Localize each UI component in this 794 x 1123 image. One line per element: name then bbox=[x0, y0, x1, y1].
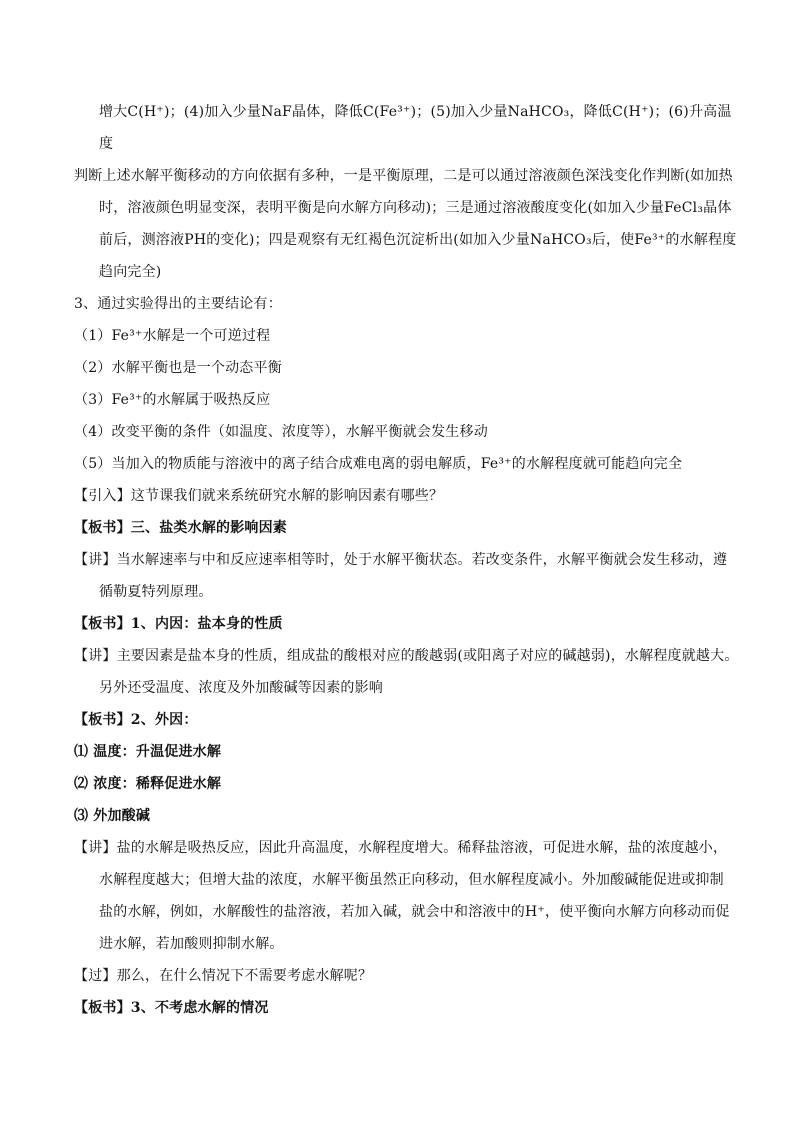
heading-line: 【板书】2、外因： bbox=[74, 712, 198, 728]
heading-line: 【板书】3、不考虑水解的情况 bbox=[74, 1000, 269, 1016]
text-line: （3）Fe³⁺的水解属于吸热反应 bbox=[74, 392, 271, 408]
text-line: （2）水解平衡也是一个动态平衡 bbox=[74, 360, 282, 376]
text-line: 判断上述水解平衡移动的方向依据有多种，一是平衡原理，二是可以通过溶液颜色深浅变化作判断(如加热 bbox=[74, 168, 733, 184]
heading-line: ⑶ 外加酸碱 bbox=[74, 808, 151, 824]
text-line: 【讲】主要因素是盐本身的性质，组成盐的酸根对应的酸越弱(或阳离子对应的碱越弱)，水解程度就越大。 bbox=[74, 648, 739, 664]
heading-line: ⑵ 浓度：稀释促进水解 bbox=[74, 776, 222, 792]
text-line: 趋向完全) bbox=[99, 264, 162, 280]
text-line: 前后，测溶液PH的变化)；四是观察有无红褐色沉淀析出(如加入少量NaHCO₃后，使Fe³⁺的水解程度 bbox=[99, 232, 737, 248]
text-line: （4）改变平衡的条件（如温度、浓度等），水解平衡就会发生移动 bbox=[74, 424, 488, 440]
heading-line: 【板书】三、盐类水解的影响因素 bbox=[74, 520, 287, 536]
text-line: （5）当加入的物质能与溶液中的离子结合成难电离的弱电解质，Fe³⁺的水解程度就可能趋向完全 bbox=[74, 456, 683, 472]
text-line: 3、通过实验得出的主要结论有： bbox=[74, 296, 282, 312]
text-line: 增大C(H⁺)；(4)加入少量NaF晶体，降低C(Fe³⁺)；(5)加入少量NaHCO₃，降低C(H⁺)；(6)升高温 bbox=[99, 104, 732, 120]
text-line: 盐的水解，例如，水解酸性的盐溶液，若加入碱，就会中和溶液中的H⁺，使平衡向水解方向移动而促 bbox=[99, 904, 730, 920]
text-line: 【引入】这节课我们就来系统研究水解的影响因素有哪些？ bbox=[74, 488, 444, 504]
text-line: 另外还受温度、浓度及外加酸碱等因素的影响 bbox=[99, 680, 383, 696]
heading-line: 【板书】1、内因：盐本身的性质 bbox=[74, 616, 283, 632]
text-line: 水解程度越大；但增大盐的浓度，水解平衡虽然正向移动，但水解程度减小。外加酸碱能促进或抑制 bbox=[99, 872, 724, 888]
text-line: 【讲】当水解速率与中和反应速率相等时，处于水解平衡状态。若改变条件，水解平衡就会发生移动，遵 bbox=[74, 552, 728, 568]
text-line: 【过】那么，在什么情况下不需要考虑水解呢？ bbox=[74, 968, 373, 984]
text-line: （1）Fe³⁺水解是一个可逆过程 bbox=[74, 328, 271, 344]
heading-line: ⑴ 温度：升温促进水解 bbox=[74, 744, 222, 760]
text-line: 时，溶液颜色明显变深，表明平衡是向水解方向移动)；三是通过溶液酸度变化(如加入少量FeCl₃晶体 bbox=[99, 200, 732, 216]
text-line: 【讲】盐的水解是吸热反应，因此升高温度，水解程度增大。稀释盐溶液，可促进水解，盐的浓度越小， bbox=[74, 840, 728, 856]
text-line: 进水解，若加酸则抑制水解。 bbox=[99, 936, 284, 952]
text-line: 循勒夏特列原理。 bbox=[99, 584, 213, 600]
text-line: 度 bbox=[99, 136, 114, 152]
